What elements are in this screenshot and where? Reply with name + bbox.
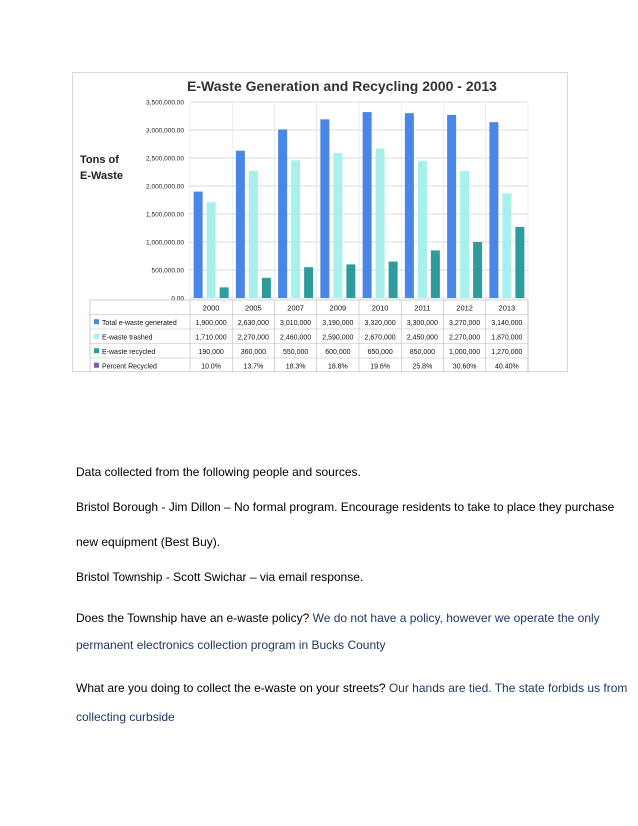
bar-total-e-waste-generated xyxy=(447,115,456,298)
bar-e-waste-trashed xyxy=(376,148,385,298)
bar-e-waste-recycled xyxy=(431,250,440,298)
bar-total-e-waste-generated xyxy=(194,192,203,298)
y-tick-label: 2,000,000.00 xyxy=(146,183,184,191)
legend-entry: E-waste recycled xyxy=(102,349,156,356)
bar-e-waste-trashed xyxy=(502,193,511,298)
y-tick-label: 2,500,000.00 xyxy=(146,155,184,163)
bar-e-waste-recycled xyxy=(515,227,524,298)
data-table-value: 3,190,000 xyxy=(322,320,354,327)
y-axis-label: Tons of xyxy=(80,154,119,166)
q2-question: What are you doing to collect the e-waste on your streets? xyxy=(76,681,386,695)
data-table-value: 13.7% xyxy=(243,363,264,371)
data-table-value: 25.8% xyxy=(412,363,433,371)
data-table-value: 600,000 xyxy=(325,349,351,356)
x-category-label: 2005 xyxy=(245,303,262,313)
x-category-label: 2009 xyxy=(329,303,347,313)
x-category-label: 2012 xyxy=(456,303,473,313)
q1-line1 xyxy=(76,611,600,625)
data-table-value: 3,320,000 xyxy=(364,320,396,327)
data-table-value: 3,010,000 xyxy=(280,320,312,327)
bar-e-waste-trashed xyxy=(291,160,300,298)
data-table-value: 30.60% xyxy=(452,363,477,371)
bar-total-e-waste-generated xyxy=(405,113,414,298)
q1-question: Does the Township have an e-waste policy? xyxy=(76,611,310,625)
x-category-label: 2013 xyxy=(498,303,516,313)
bar-e-waste-trashed xyxy=(418,161,427,298)
data-table-value: 550,000 xyxy=(282,349,309,356)
intro-text xyxy=(76,465,576,479)
data-table-value: 1,870,000 xyxy=(491,334,523,342)
bar-e-waste-trashed xyxy=(207,202,216,298)
data-table-value: 2,460,000 xyxy=(280,334,312,342)
bar-total-e-waste-generated xyxy=(363,112,372,298)
data-table-value: 1,270,000 xyxy=(491,349,523,356)
bar-e-waste-trashed xyxy=(333,153,342,298)
legend-swatch xyxy=(94,319,99,324)
legend-entry: Percent Recycled xyxy=(102,363,157,371)
bar-e-waste-trashed xyxy=(249,171,258,298)
q1-line2 xyxy=(76,638,576,652)
bar-e-waste-recycled xyxy=(389,262,398,298)
bar-e-waste-recycled xyxy=(262,278,271,298)
data-table-value: 2,670,000 xyxy=(364,334,396,342)
bar-e-waste-recycled xyxy=(346,264,355,298)
y-tick-label: 500,000.00 xyxy=(151,267,184,275)
data-table-value: 2,270,000 xyxy=(449,334,481,342)
y-tick-label: 1,500,000.00 xyxy=(146,211,184,219)
data-table-value: 360,000 xyxy=(240,349,267,356)
data-table-value: 190,000 xyxy=(198,349,224,356)
data-table-value: 19.6% xyxy=(370,363,391,371)
data-table-value: 3,300,000 xyxy=(406,320,438,327)
bar-e-waste-trashed xyxy=(460,171,469,298)
bar-total-e-waste-generated xyxy=(278,129,287,298)
bristol-borough-line1 xyxy=(76,500,615,514)
data-table-value: 10.0% xyxy=(201,363,222,371)
bristol-borough-line2 xyxy=(76,535,576,549)
bar-e-waste-recycled xyxy=(473,242,482,298)
data-table-value: 18.3% xyxy=(285,363,306,371)
x-category-label: 2010 xyxy=(371,303,389,313)
data-table-value: 1,900,000 xyxy=(195,320,227,327)
legend-entry: E-waste trashed xyxy=(102,334,153,342)
legend-swatch xyxy=(94,334,99,339)
bar-e-waste-recycled xyxy=(220,287,229,298)
data-table-value: 850,000 xyxy=(409,349,436,356)
data-table-value: 3,270,000 xyxy=(449,320,481,327)
bristol-borough-text-cont: new equipment (Best Buy). xyxy=(76,535,221,549)
data-table-value: 2,630,000 xyxy=(237,320,269,327)
x-category-label: 2000 xyxy=(202,303,220,313)
y-tick-label: 3,500,000.00 xyxy=(146,99,184,107)
bristol-township-text: Bristol Township - Scott Swichar – via email response. xyxy=(76,570,364,584)
data-table-value: 3,140,000 xyxy=(491,320,523,327)
chart-title: E-Waste Generation and Recycling 2000 - 2013 xyxy=(187,78,497,94)
y-tick-label: 1,000,000.00 xyxy=(146,239,184,247)
data-table-value: 1,000,000 xyxy=(449,349,481,356)
intro-sentence: Data collected from the following people and sources. xyxy=(76,465,361,479)
q2-line1 xyxy=(76,681,628,695)
q2-answer: Our hands are tied. The state forbids us from xyxy=(388,681,628,695)
bar-total-e-waste-generated xyxy=(489,122,498,298)
ewaste-chart xyxy=(72,72,568,372)
bristol-borough-text: Bristol Borough - Jim Dillon – No formal program. Encourage residents to take to place they purchase xyxy=(76,500,615,514)
y-axis-label: E-Waste xyxy=(80,170,123,182)
data-table-value: 1,710,000 xyxy=(195,334,227,342)
x-category-label: 2011 xyxy=(414,303,431,313)
legend-swatch xyxy=(94,363,99,368)
y-tick-label: 0.00 xyxy=(171,295,184,303)
x-category-label: 2007 xyxy=(287,303,304,313)
data-table-value: 2,270,000 xyxy=(237,334,269,342)
data-table-value: 2,450,000 xyxy=(406,334,438,342)
data-table-value: 2,590,000 xyxy=(322,334,354,342)
q1-answer-cont: permanent electronics collection program in Bucks County xyxy=(76,638,386,652)
bar-total-e-waste-generated xyxy=(320,119,329,298)
legend-swatch xyxy=(94,348,99,353)
q2-line2 xyxy=(76,710,576,724)
y-tick-label: 3,000,000.00 xyxy=(146,127,184,135)
data-table-value: 18.8% xyxy=(327,363,348,371)
q1-answer: We do not have a policy, however we operate the only xyxy=(312,611,600,625)
q2-answer-cont: collecting curbside xyxy=(76,710,175,724)
bristol-township-line xyxy=(76,570,576,584)
legend-entry: Total e-waste generated xyxy=(102,320,177,327)
chart-svg xyxy=(72,72,568,372)
bar-total-e-waste-generated xyxy=(236,151,245,298)
data-table-value: 650,000 xyxy=(367,349,393,356)
data-table-value: 40.40% xyxy=(495,363,519,371)
bar-e-waste-recycled xyxy=(304,267,313,298)
